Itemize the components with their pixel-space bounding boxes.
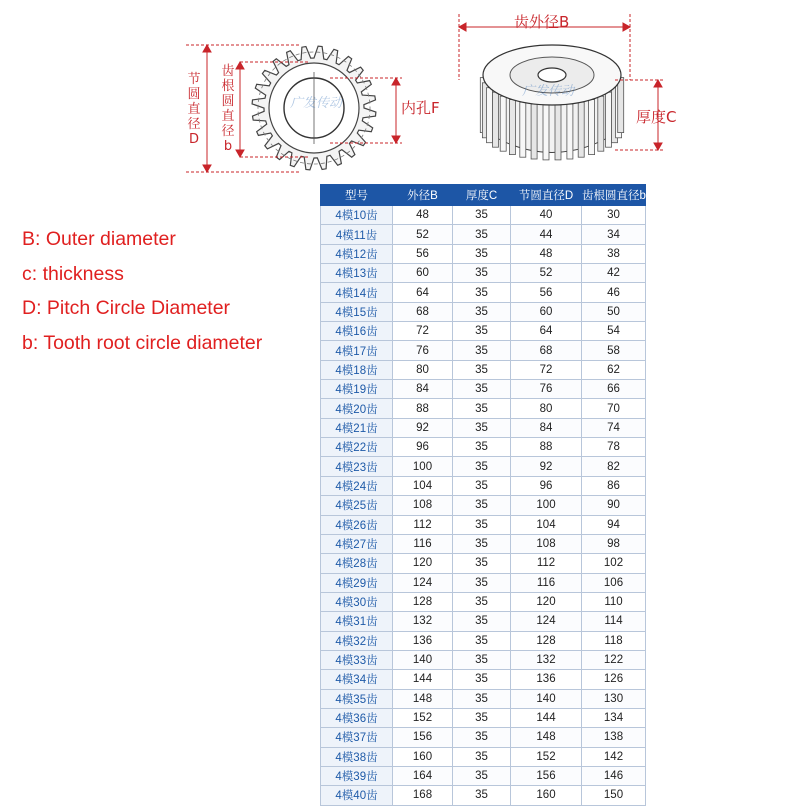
cell-model: 4模34齿 xyxy=(321,670,393,689)
cell-outer-diameter: 60 xyxy=(393,264,453,283)
cell-model: 4模14齿 xyxy=(321,283,393,302)
cell-thickness: 35 xyxy=(453,786,511,805)
cell-root-diameter: 118 xyxy=(582,631,646,650)
cell-root-diameter: 74 xyxy=(582,418,646,437)
cell-model: 4模25齿 xyxy=(321,496,393,515)
cell-outer-diameter: 68 xyxy=(393,302,453,321)
cell-outer-diameter: 56 xyxy=(393,244,453,263)
cell-outer-diameter: 96 xyxy=(393,438,453,457)
table-row xyxy=(321,360,646,379)
cell-root-diameter: 66 xyxy=(582,380,646,399)
cell-pitch-diameter: 68 xyxy=(511,341,582,360)
table-row xyxy=(321,225,646,244)
cell-model: 4模36齿 xyxy=(321,708,393,727)
table-row xyxy=(321,264,646,283)
table-row xyxy=(321,515,646,534)
cell-pitch-diameter: 88 xyxy=(511,438,582,457)
cell-model: 4模30齿 xyxy=(321,592,393,611)
cell-thickness: 35 xyxy=(453,573,511,592)
table-row xyxy=(321,747,646,766)
cell-root-diameter: 86 xyxy=(582,476,646,495)
legend xyxy=(22,222,262,360)
cell-pitch-diameter: 144 xyxy=(511,708,582,727)
gear-side-tooth xyxy=(578,102,584,157)
cell-model: 4模29齿 xyxy=(321,573,393,592)
cell-pitch-diameter: 132 xyxy=(511,650,582,669)
cell-model: 4模12齿 xyxy=(321,244,393,263)
gear-side-tooth xyxy=(520,102,526,157)
cell-thickness: 35 xyxy=(453,302,511,321)
cell-model: 4模26齿 xyxy=(321,515,393,534)
watermark: 广发传动 xyxy=(290,96,343,111)
table-row xyxy=(321,438,646,457)
cell-root-diameter: 34 xyxy=(582,225,646,244)
cell-outer-diameter: 116 xyxy=(393,534,453,553)
cell-model: 4模15齿 xyxy=(321,302,393,321)
cell-model: 4模33齿 xyxy=(321,650,393,669)
cell-thickness: 35 xyxy=(453,438,511,457)
table-row xyxy=(321,534,646,553)
cell-pitch-diameter: 120 xyxy=(511,592,582,611)
table-row xyxy=(321,573,646,592)
cell-model: 4模27齿 xyxy=(321,534,393,553)
cell-pitch-diameter: 136 xyxy=(511,670,582,689)
cell-pitch-diameter: 128 xyxy=(511,631,582,650)
cell-pitch-diameter: 48 xyxy=(511,244,582,263)
table-row xyxy=(321,399,646,418)
cell-pitch-diameter: 56 xyxy=(511,283,582,302)
cell-thickness: 35 xyxy=(453,225,511,244)
table-row xyxy=(321,612,646,631)
cell-model: 4模20齿 xyxy=(321,399,393,418)
table-row xyxy=(321,689,646,708)
cell-root-diameter: 150 xyxy=(582,786,646,805)
cell-root-diameter: 58 xyxy=(582,341,646,360)
gear-side-tooth xyxy=(589,100,595,155)
table-row xyxy=(321,670,646,689)
outer-diameter-label: 齿外径B xyxy=(514,13,570,31)
cell-pitch-diameter: 80 xyxy=(511,399,582,418)
cell-outer-diameter: 132 xyxy=(393,612,453,631)
cell-model: 4模28齿 xyxy=(321,554,393,573)
cell-thickness: 35 xyxy=(453,689,511,708)
cell-pitch-diameter: 40 xyxy=(511,206,582,225)
cell-root-diameter: 42 xyxy=(582,264,646,283)
cell-pitch-diameter: 148 xyxy=(511,728,582,747)
header-root-diameter: 齿根圆直径b xyxy=(582,185,646,206)
table-row xyxy=(321,592,646,611)
cell-thickness: 35 xyxy=(453,554,511,573)
cell-outer-diameter: 160 xyxy=(393,747,453,766)
cell-root-diameter: 146 xyxy=(582,766,646,785)
table-row xyxy=(321,631,646,650)
cell-thickness: 35 xyxy=(453,264,511,283)
table-row xyxy=(321,476,646,495)
cell-model: 4模39齿 xyxy=(321,766,393,785)
cell-outer-diameter: 156 xyxy=(393,728,453,747)
table-row xyxy=(321,302,646,321)
cell-outer-diameter: 148 xyxy=(393,689,453,708)
cell-root-diameter: 138 xyxy=(582,728,646,747)
table-row xyxy=(321,728,646,747)
spec-table xyxy=(320,184,646,806)
cell-root-diameter: 50 xyxy=(582,302,646,321)
table-row xyxy=(321,457,646,476)
gear-side-tooth xyxy=(509,100,515,155)
cell-thickness: 35 xyxy=(453,534,511,553)
cell-model: 4模35齿 xyxy=(321,689,393,708)
gear-side-tooth xyxy=(487,88,493,143)
cell-pitch-diameter: 76 xyxy=(511,380,582,399)
cell-root-diameter: 110 xyxy=(582,592,646,611)
pitch-diameter-label: 节圆直径D xyxy=(187,72,201,147)
cell-thickness: 35 xyxy=(453,708,511,727)
cell-model: 4模11齿 xyxy=(321,225,393,244)
cell-outer-diameter: 88 xyxy=(393,399,453,418)
cell-thickness: 35 xyxy=(453,515,511,534)
cell-root-diameter: 122 xyxy=(582,650,646,669)
cell-thickness: 35 xyxy=(453,380,511,399)
cell-thickness: 35 xyxy=(453,631,511,650)
legend-root-diameter: b: Tooth root circle diameter xyxy=(22,331,263,354)
cell-outer-diameter: 140 xyxy=(393,650,453,669)
bore-label: 内孔F xyxy=(401,99,440,117)
cell-outer-diameter: 164 xyxy=(393,766,453,785)
cell-thickness: 35 xyxy=(453,206,511,225)
table-row xyxy=(321,380,646,399)
gear-side-tooth xyxy=(500,96,506,151)
cell-outer-diameter: 64 xyxy=(393,283,453,302)
cell-root-diameter: 82 xyxy=(582,457,646,476)
cell-root-diameter: 106 xyxy=(582,573,646,592)
cell-pitch-diameter: 140 xyxy=(511,689,582,708)
cell-root-diameter: 30 xyxy=(582,206,646,225)
cell-thickness: 35 xyxy=(453,399,511,418)
cell-thickness: 35 xyxy=(453,612,511,631)
cell-root-diameter: 78 xyxy=(582,438,646,457)
cell-outer-diameter: 152 xyxy=(393,708,453,727)
cell-root-diameter: 70 xyxy=(582,399,646,418)
table-row xyxy=(321,766,646,785)
header-model: 型号 xyxy=(321,185,393,206)
cell-model: 4模16齿 xyxy=(321,322,393,341)
cell-root-diameter: 126 xyxy=(582,670,646,689)
table-row xyxy=(321,708,646,727)
cell-thickness: 35 xyxy=(453,766,511,785)
cell-pitch-diameter: 124 xyxy=(511,612,582,631)
cell-pitch-diameter: 44 xyxy=(511,225,582,244)
cell-thickness: 35 xyxy=(453,728,511,747)
cell-outer-diameter: 80 xyxy=(393,360,453,379)
cell-model: 4模21齿 xyxy=(321,418,393,437)
table-row xyxy=(321,786,646,805)
cell-thickness: 35 xyxy=(453,322,511,341)
cell-thickness: 35 xyxy=(453,457,511,476)
cell-thickness: 35 xyxy=(453,496,511,515)
cell-thickness: 35 xyxy=(453,592,511,611)
header-thickness: 厚度C xyxy=(453,185,511,206)
table-row xyxy=(321,650,646,669)
gear-side-tooth xyxy=(493,92,499,147)
cell-pitch-diameter: 108 xyxy=(511,534,582,553)
cell-root-diameter: 38 xyxy=(582,244,646,263)
cell-pitch-diameter: 152 xyxy=(511,747,582,766)
cell-pitch-diameter: 156 xyxy=(511,766,582,785)
cell-thickness: 35 xyxy=(453,341,511,360)
cell-outer-diameter: 84 xyxy=(393,380,453,399)
cell-pitch-diameter: 92 xyxy=(511,457,582,476)
cell-thickness: 35 xyxy=(453,650,511,669)
gear-side-tooth xyxy=(555,105,561,160)
cell-model: 4模37齿 xyxy=(321,728,393,747)
cell-pitch-diameter: 96 xyxy=(511,476,582,495)
cell-thickness: 35 xyxy=(453,476,511,495)
cell-root-diameter: 46 xyxy=(582,283,646,302)
cell-model: 4模38齿 xyxy=(321,747,393,766)
cell-outer-diameter: 128 xyxy=(393,592,453,611)
cell-thickness: 35 xyxy=(453,283,511,302)
legend-thickness: c: thickness xyxy=(22,262,124,285)
cell-model: 4模17齿 xyxy=(321,341,393,360)
cell-root-diameter: 90 xyxy=(582,496,646,515)
cell-outer-diameter: 92 xyxy=(393,418,453,437)
cell-outer-diameter: 136 xyxy=(393,631,453,650)
cell-outer-diameter: 100 xyxy=(393,457,453,476)
gear-side-view xyxy=(455,0,800,185)
cell-model: 4模40齿 xyxy=(321,786,393,805)
header-outer-diameter: 外径B xyxy=(393,185,453,206)
table-row xyxy=(321,496,646,515)
legend-pitch-diameter: D: Pitch Circle Diameter xyxy=(22,297,231,319)
cell-pitch-diameter: 60 xyxy=(511,302,582,321)
cell-outer-diameter: 112 xyxy=(393,515,453,534)
table-row xyxy=(321,554,646,573)
gear-side-tooth xyxy=(543,105,549,160)
cell-model: 4模19齿 xyxy=(321,380,393,399)
table-row xyxy=(321,418,646,437)
cell-thickness: 35 xyxy=(453,360,511,379)
table-row xyxy=(321,341,646,360)
cell-thickness: 35 xyxy=(453,418,511,437)
cell-outer-diameter: 76 xyxy=(393,341,453,360)
gear-side-tooth xyxy=(567,104,573,159)
table-row xyxy=(321,206,646,225)
table-header-row xyxy=(321,185,646,206)
cell-model: 4模13齿 xyxy=(321,264,393,283)
cell-outer-diameter: 72 xyxy=(393,322,453,341)
watermark: 广发传动 xyxy=(522,84,575,99)
cell-pitch-diameter: 116 xyxy=(511,573,582,592)
header-pitch-diameter: 节圆直径D xyxy=(511,185,582,206)
cell-pitch-diameter: 100 xyxy=(511,496,582,515)
cell-root-diameter: 94 xyxy=(582,515,646,534)
gear-side-tooth xyxy=(606,92,612,147)
table-row xyxy=(321,244,646,263)
cell-outer-diameter: 104 xyxy=(393,476,453,495)
cell-root-diameter: 62 xyxy=(582,360,646,379)
cell-pitch-diameter: 104 xyxy=(511,515,582,534)
cell-model: 4模23齿 xyxy=(321,457,393,476)
cell-outer-diameter: 144 xyxy=(393,670,453,689)
cell-root-diameter: 54 xyxy=(582,322,646,341)
cell-root-diameter: 134 xyxy=(582,708,646,727)
cell-model: 4模32齿 xyxy=(321,631,393,650)
cell-pitch-diameter: 84 xyxy=(511,418,582,437)
root-diameter-label: 齿根圆直径b xyxy=(221,64,235,154)
gear-side-tooth xyxy=(618,78,624,133)
cell-pitch-diameter: 64 xyxy=(511,322,582,341)
cell-pitch-diameter: 52 xyxy=(511,264,582,283)
cell-outer-diameter: 48 xyxy=(393,206,453,225)
cell-thickness: 35 xyxy=(453,747,511,766)
thickness-label: 厚度C xyxy=(636,108,677,126)
cell-pitch-diameter: 72 xyxy=(511,360,582,379)
gear-side-tooth xyxy=(598,96,604,151)
cell-root-diameter: 114 xyxy=(582,612,646,631)
cell-model: 4模31齿 xyxy=(321,612,393,631)
gear-side-tooth xyxy=(531,104,537,159)
cell-outer-diameter: 120 xyxy=(393,554,453,573)
cell-root-diameter: 130 xyxy=(582,689,646,708)
cell-pitch-diameter: 160 xyxy=(511,786,582,805)
cell-root-diameter: 142 xyxy=(582,747,646,766)
cell-outer-diameter: 124 xyxy=(393,573,453,592)
cell-model: 4模18齿 xyxy=(321,360,393,379)
cell-root-diameter: 98 xyxy=(582,534,646,553)
cell-outer-diameter: 108 xyxy=(393,496,453,515)
cell-root-diameter: 102 xyxy=(582,554,646,573)
legend-outer-diameter: B: Outer diameter xyxy=(22,228,176,250)
cell-outer-diameter: 52 xyxy=(393,225,453,244)
table-row xyxy=(321,283,646,302)
cell-model: 4模24齿 xyxy=(321,476,393,495)
cell-model: 4模10齿 xyxy=(321,206,393,225)
cell-model: 4模22齿 xyxy=(321,438,393,457)
cell-thickness: 35 xyxy=(453,670,511,689)
cell-pitch-diameter: 112 xyxy=(511,554,582,573)
table-row xyxy=(321,322,646,341)
cell-thickness: 35 xyxy=(453,244,511,263)
cell-outer-diameter: 168 xyxy=(393,786,453,805)
